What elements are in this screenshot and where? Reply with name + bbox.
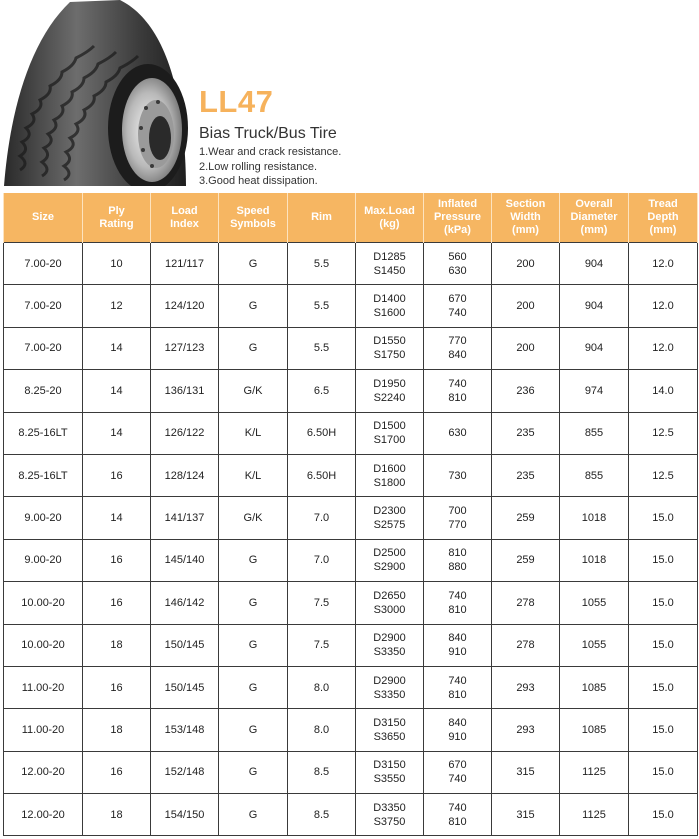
speed-symbol-cell: G — [219, 539, 288, 581]
tread-depth-cell: 15.0 — [629, 751, 698, 793]
pressure-cell-line: 740 — [448, 589, 467, 602]
size-cell: 7.00-20 — [4, 243, 83, 285]
column-header-line: Size — [31, 211, 54, 223]
pressure-cell — [424, 327, 492, 369]
column-header-line: Rating — [99, 217, 134, 230]
load-index-cell: 150/145 — [151, 624, 219, 666]
pressure-cell-line: 910 — [448, 646, 467, 659]
pressure-cell-line: 740 — [448, 307, 467, 320]
column-header-rim — [288, 193, 356, 243]
rim-cell: 6.5 — [288, 370, 356, 412]
column-header-line: Overall — [575, 198, 613, 210]
ply-rating-cell: 14 — [83, 497, 151, 539]
column-header-max-load — [356, 193, 424, 243]
pressure-cell — [424, 497, 492, 539]
size-cell: 11.00-20 — [4, 709, 83, 751]
column-header-line: (mm) — [512, 224, 539, 236]
max-load-cell-line: S3000 — [373, 603, 406, 616]
max-load-cell — [356, 794, 424, 836]
pressure-cell-line: 810 — [448, 603, 467, 616]
ply-rating-cell: 14 — [83, 412, 151, 454]
diameter-cell: 904 — [560, 327, 629, 369]
pressure-cell-line: 740 — [448, 801, 467, 814]
table-row — [4, 582, 698, 624]
section-width-cell: 235 — [492, 412, 560, 454]
pressure-cell-line: 810 — [448, 391, 467, 404]
pressure-cell-line: 730 — [448, 469, 467, 482]
column-header-load-index — [151, 193, 219, 243]
column-header-line: Pressure — [433, 211, 482, 223]
load-index-cell: 146/142 — [151, 582, 219, 624]
rim-cell: 8.0 — [288, 709, 356, 751]
size-cell: 11.00-20 — [4, 666, 83, 708]
diameter-cell: 1018 — [560, 497, 629, 539]
feature-item: 1.Wear and crack resistance. — [199, 146, 342, 158]
column-header-line: Width — [510, 211, 541, 223]
section-width-cell: 278 — [492, 624, 560, 666]
max-load-cell-line: S3750 — [373, 815, 406, 828]
max-load-cell-line: S1750 — [373, 349, 406, 362]
column-header-section-width — [492, 193, 560, 243]
ply-rating-cell: 14 — [83, 370, 151, 412]
pressure-cell — [424, 751, 492, 793]
pressure-cell — [424, 624, 492, 666]
column-header-line: Rim — [311, 211, 332, 223]
pressure-cell-line: 740 — [448, 773, 467, 786]
diameter-cell: 1125 — [560, 751, 629, 793]
load-index-cell: 128/124 — [151, 454, 219, 496]
speed-symbol-cell: G — [219, 243, 288, 285]
max-load-cell — [356, 285, 424, 327]
rim-cell: 6.50H — [288, 454, 356, 496]
ply-rating-cell: 16 — [83, 751, 151, 793]
max-load-cell-line: D3150 — [373, 716, 406, 729]
max-load-cell-line: S2575 — [373, 519, 406, 532]
feature-list — [199, 145, 341, 189]
diameter-cell: 855 — [560, 454, 629, 496]
table-row — [4, 243, 698, 285]
diameter-cell: 1125 — [560, 794, 629, 836]
pressure-cell — [424, 454, 492, 496]
column-header-line: Load — [171, 204, 198, 217]
ply-rating-cell: 18 — [83, 794, 151, 836]
max-load-cell-line: D1400 — [373, 293, 406, 306]
diameter-cell: 1055 — [560, 624, 629, 666]
max-load-cell — [356, 666, 424, 708]
diameter-cell: 1018 — [560, 539, 629, 581]
table-row — [4, 666, 698, 708]
max-load-cell-line: D2900 — [373, 674, 406, 687]
pressure-cell-line: 740 — [448, 674, 467, 687]
load-index-cell: 141/137 — [151, 497, 219, 539]
column-header-line: Max.Load — [364, 204, 415, 217]
pressure-cell-line: 560 — [448, 250, 467, 263]
max-load-cell-line: D2900 — [373, 632, 406, 645]
max-load-cell — [356, 582, 424, 624]
rim-cell: 7.5 — [288, 582, 356, 624]
column-header-line: (kPa) — [444, 224, 471, 236]
table-row — [4, 370, 698, 412]
tread-depth-cell: 15.0 — [629, 666, 698, 708]
pressure-cell — [424, 666, 492, 708]
size-cell: 10.00-20 — [4, 624, 83, 666]
tread-depth-cell: 14.0 — [629, 370, 698, 412]
product-model: LL47 — [199, 84, 274, 119]
table-body — [4, 243, 698, 836]
max-load-cell-line: S1700 — [373, 434, 406, 447]
speed-symbol-cell: G — [219, 582, 288, 624]
max-load-cell-line: D3150 — [373, 759, 406, 772]
speed-symbol-cell: G — [219, 794, 288, 836]
tread-depth-cell: 15.0 — [629, 497, 698, 539]
diameter-cell: 904 — [560, 243, 629, 285]
diameter-cell: 904 — [560, 285, 629, 327]
max-load-cell — [356, 624, 424, 666]
section-width-cell: 315 — [492, 751, 560, 793]
rim-cell: 5.5 — [288, 243, 356, 285]
column-header-line: Symbols — [230, 217, 276, 230]
size-cell: 8.25-16LT — [4, 412, 83, 454]
ply-rating-cell: 16 — [83, 666, 151, 708]
ply-rating-cell: 14 — [83, 327, 151, 369]
pressure-cell — [424, 412, 492, 454]
rim-cell: 8.5 — [288, 751, 356, 793]
rim-cell: 6.50H — [288, 412, 356, 454]
tread-depth-cell: 15.0 — [629, 709, 698, 751]
max-load-cell-line: D1600 — [373, 462, 406, 475]
max-load-cell-line: D2300 — [373, 505, 406, 518]
max-load-cell-line: S3650 — [373, 730, 406, 743]
tread-depth-cell: 15.0 — [629, 582, 698, 624]
pressure-cell-line: 670 — [448, 759, 467, 772]
speed-symbol-cell: G/K — [219, 370, 288, 412]
max-load-cell-line: D1550 — [373, 335, 406, 348]
tread-depth-cell: 15.0 — [629, 794, 698, 836]
max-load-cell-line: S3350 — [373, 646, 406, 659]
rim-cell: 5.5 — [288, 327, 356, 369]
pressure-cell-line: 810 — [448, 815, 467, 828]
speed-symbol-cell: G — [219, 285, 288, 327]
load-index-cell: 127/123 — [151, 327, 219, 369]
section-width-cell: 293 — [492, 709, 560, 751]
pressure-cell-line: 880 — [448, 561, 467, 574]
ply-rating-cell: 16 — [83, 454, 151, 496]
load-index-cell: 154/150 — [151, 794, 219, 836]
column-header-size — [4, 193, 83, 243]
table-row — [4, 497, 698, 539]
size-cell: 9.00-20 — [4, 497, 83, 539]
max-load-cell-line: S3350 — [373, 688, 406, 701]
section-width-cell: 315 — [492, 794, 560, 836]
pressure-cell-line: 670 — [448, 293, 467, 306]
pressure-cell-line: 770 — [448, 335, 467, 348]
max-load-cell — [356, 370, 424, 412]
column-header-line: (mm) — [580, 224, 608, 236]
speed-symbol-cell: G — [219, 624, 288, 666]
spec-table — [3, 193, 698, 836]
load-index-cell: 121/117 — [151, 243, 219, 285]
max-load-cell — [356, 243, 424, 285]
table-row — [4, 751, 698, 793]
size-cell: 12.00-20 — [4, 751, 83, 793]
speed-symbol-cell: G — [219, 751, 288, 793]
section-width-cell: 293 — [492, 666, 560, 708]
diameter-cell: 855 — [560, 412, 629, 454]
ply-rating-cell: 16 — [83, 539, 151, 581]
diameter-cell: 1085 — [560, 709, 629, 751]
column-header-line: (mm) — [649, 224, 677, 236]
section-width-cell: 200 — [492, 243, 560, 285]
load-index-cell: 152/148 — [151, 751, 219, 793]
max-load-cell — [356, 412, 424, 454]
section-width-cell: 259 — [492, 497, 560, 539]
pressure-cell — [424, 285, 492, 327]
speed-symbol-cell: K/L — [219, 412, 288, 454]
max-load-cell-line: S2240 — [373, 391, 406, 404]
max-load-cell-line: S1600 — [373, 307, 406, 320]
speed-symbol-cell: G/K — [219, 497, 288, 539]
column-header-tread-depth — [629, 193, 698, 243]
ply-rating-cell: 18 — [83, 709, 151, 751]
diameter-cell: 1055 — [560, 582, 629, 624]
rim-cell: 7.0 — [288, 539, 356, 581]
diameter-cell: 1085 — [560, 666, 629, 708]
table-row — [4, 454, 698, 496]
max-load-cell — [356, 454, 424, 496]
tire-illustration — [0, 0, 190, 186]
max-load-cell-line: S2900 — [373, 561, 406, 574]
table-row — [4, 709, 698, 751]
tread-depth-cell: 12.0 — [629, 285, 698, 327]
feature-item: 2.Low rolling resistance. — [199, 160, 318, 173]
section-width-cell: 278 — [492, 582, 560, 624]
max-load-cell-line: S3550 — [373, 773, 406, 786]
section-width-cell: 200 — [492, 327, 560, 369]
rim-cell: 7.5 — [288, 624, 356, 666]
tire-image — [0, 0, 190, 186]
rim-cell: 8.0 — [288, 666, 356, 708]
column-header-line: Depth — [647, 211, 679, 223]
column-header-line: Index — [170, 217, 199, 230]
column-header-line: Section — [505, 198, 546, 210]
max-load-cell-line: D3350 — [373, 801, 406, 814]
pressure-cell — [424, 370, 492, 412]
pressure-cell-line: 840 — [448, 632, 467, 645]
max-load-cell — [356, 327, 424, 369]
table-row — [4, 539, 698, 581]
ply-rating-cell: 12 — [83, 285, 151, 327]
max-load-cell — [356, 497, 424, 539]
tread-depth-cell: 15.0 — [629, 624, 698, 666]
column-header-speed-symbols — [219, 193, 288, 243]
column-header-line: (kg) — [379, 217, 400, 230]
column-header-inflated-pressure — [424, 193, 492, 243]
load-index-cell: 153/148 — [151, 709, 219, 751]
size-cell: 10.00-20 — [4, 582, 83, 624]
size-cell: 8.25-20 — [4, 370, 83, 412]
load-index-cell: 126/122 — [151, 412, 219, 454]
pressure-cell — [424, 794, 492, 836]
table-row — [4, 327, 698, 369]
pressure-cell-line: 810 — [448, 688, 467, 701]
pressure-cell-line: 770 — [448, 519, 467, 532]
product-type: Bias Truck/Bus Tire — [199, 125, 337, 142]
max-load-cell-line: D2650 — [373, 589, 406, 602]
pressure-cell — [424, 539, 492, 581]
column-header-line: Diameter — [570, 211, 618, 223]
pressure-cell — [424, 582, 492, 624]
rim-cell: 8.5 — [288, 794, 356, 836]
pressure-cell-line: 630 — [448, 264, 467, 277]
pressure-cell — [424, 709, 492, 751]
load-index-cell: 124/120 — [151, 285, 219, 327]
max-load-cell-line: D2500 — [373, 547, 406, 560]
column-header-line: Inflated — [437, 198, 478, 210]
load-index-cell: 136/131 — [151, 370, 219, 412]
pressure-cell-line: 840 — [448, 716, 467, 729]
table-header-row — [4, 193, 698, 243]
max-load-cell-line: D1950 — [373, 377, 406, 390]
speed-symbol-cell: G — [219, 327, 288, 369]
table-row — [4, 624, 698, 666]
ply-rating-cell: 16 — [83, 582, 151, 624]
pressure-cell-line: 700 — [448, 505, 467, 518]
diameter-cell: 974 — [560, 370, 629, 412]
column-header-line: Tread — [648, 198, 678, 210]
pressure-cell-line: 910 — [448, 730, 467, 743]
ply-rating-cell: 10 — [83, 243, 151, 285]
rim-cell: 7.0 — [288, 497, 356, 539]
table-row — [4, 794, 698, 836]
max-load-cell — [356, 539, 424, 581]
column-header-line: Speed — [236, 204, 270, 217]
table-row — [4, 412, 698, 454]
tread-depth-cell: 12.0 — [629, 243, 698, 285]
size-cell: 9.00-20 — [4, 539, 83, 581]
section-width-cell: 200 — [492, 285, 560, 327]
max-load-cell-line: S1800 — [373, 476, 406, 489]
max-load-cell — [356, 751, 424, 793]
pressure-cell — [424, 243, 492, 285]
column-header-overall-diameter — [560, 193, 629, 243]
speed-symbol-cell: G — [219, 709, 288, 751]
table-row — [4, 285, 698, 327]
size-cell: 8.25-16LT — [4, 454, 83, 496]
rim-cell: 5.5 — [288, 285, 356, 327]
max-load-cell — [356, 709, 424, 751]
pressure-cell-line: 810 — [448, 547, 467, 560]
column-header-line: Ply — [108, 204, 125, 217]
pressure-cell-line: 740 — [448, 377, 467, 390]
tread-depth-cell: 12.0 — [629, 327, 698, 369]
feature-item: 3.Good heat dissipation. — [199, 175, 318, 187]
size-cell: 7.00-20 — [4, 285, 83, 327]
size-cell: 7.00-20 — [4, 327, 83, 369]
max-load-cell-line: D1285 — [373, 250, 406, 263]
speed-symbol-cell: G — [219, 666, 288, 708]
tread-depth-cell: 12.5 — [629, 412, 698, 454]
pressure-cell-line: 630 — [448, 427, 467, 440]
section-width-cell: 236 — [492, 370, 560, 412]
speed-symbol-cell: K/L — [219, 454, 288, 496]
section-width-cell: 235 — [492, 454, 560, 496]
column-header-ply-rating — [83, 193, 151, 243]
tread-depth-cell: 15.0 — [629, 539, 698, 581]
max-load-cell-line: S1450 — [373, 264, 406, 277]
max-load-cell-line: D1500 — [373, 420, 406, 433]
section-width-cell: 259 — [492, 539, 560, 581]
tread-depth-cell: 12.5 — [629, 454, 698, 496]
ply-rating-cell: 18 — [83, 624, 151, 666]
pressure-cell-line: 840 — [448, 349, 467, 362]
size-cell: 12.00-20 — [4, 794, 83, 836]
load-index-cell: 150/145 — [151, 666, 219, 708]
load-index-cell: 145/140 — [151, 539, 219, 581]
